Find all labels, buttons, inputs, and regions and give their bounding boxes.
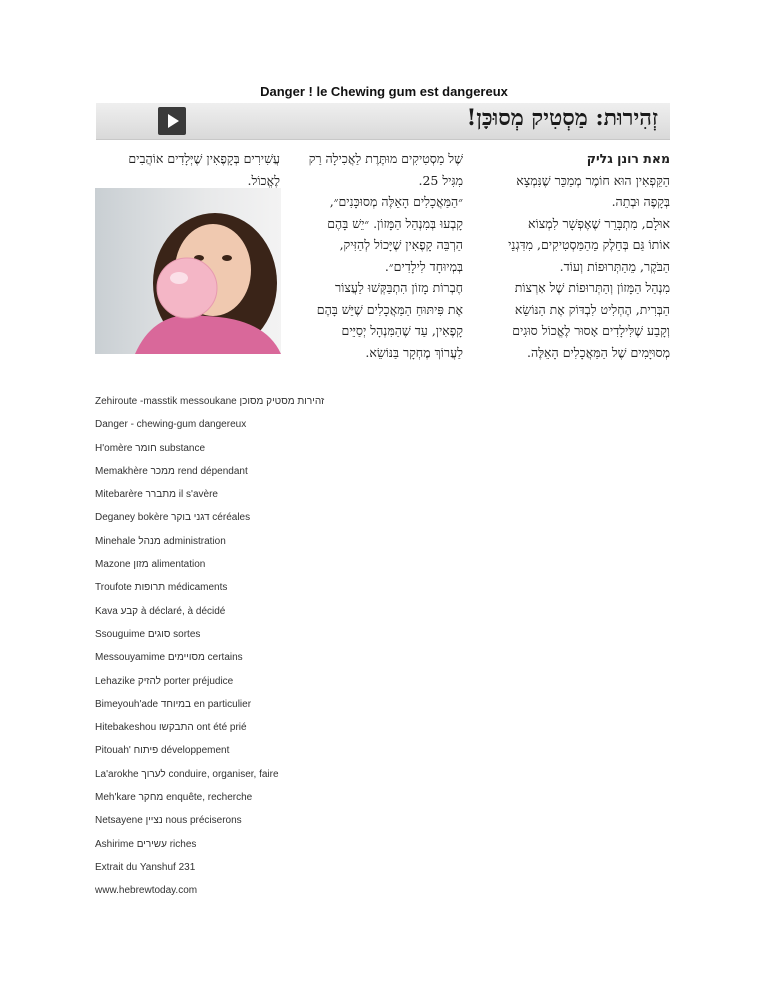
- bubble-highlight: [170, 272, 188, 284]
- glossary-item: Deganey bokère דגני בוקר céréales: [95, 512, 251, 524]
- article-banner: [96, 103, 670, 140]
- glossary-item: Kava קבע à déclaré, à décidé: [95, 605, 226, 617]
- article-column-middle: [293, 148, 463, 363]
- article-line: אוֹתוֹ גַּם בְּחֵלֶק מֵהַמַּסְטִיקִים, מִדִּגְנֵי: [508, 237, 670, 252]
- play-icon: [168, 114, 179, 128]
- glossary-item: Mitebarère מתברר il s'avère: [95, 489, 218, 501]
- article-line: הַרְבֵּה קָפֶאִין שֶׁיָּכוֹל לְהַזִּיק,: [339, 237, 463, 252]
- glossary-item: Meh'kare מחקר enquête, recherche: [95, 792, 253, 804]
- page-title: Danger ! le Chewing gum est dangereux: [260, 84, 508, 99]
- article-heading: זְהִירוּת: מַסְטִיק מְסוּכָּן!: [466, 105, 658, 131]
- article-column-left: [94, 148, 280, 191]
- article-line: ״הַמַּאֲכָלִים הָאֵלֶּה מְסוּכָּנִים״,: [329, 194, 463, 209]
- glossary-list: [95, 396, 655, 909]
- glossary-item: H'omère חומר substance: [95, 442, 206, 454]
- glossary-item: Danger - chewing-gum dangereux: [95, 419, 247, 431]
- glossary-item: Mazone מזון alimentation: [95, 559, 206, 571]
- article-line: אוּלָם, מִתְבָּרֵר שֶׁאֶפְשָׁר לִמְצוֹא: [528, 215, 670, 231]
- article-line: קָבְעוּ בְּמִנְהַל הַמָּזוֹן. ״יֵשׁ בָּהֶם: [327, 215, 463, 231]
- article-line: הַקֵּפְאִין הוּא חוֹמֶר מְמַכֵּר שֶׁנִּמְצָא: [516, 172, 670, 188]
- article-line: שֶׁל מַסְטִיקִים מוּתֶּרֶת לַאֲכִילָה רַק: [308, 151, 463, 166]
- source-url[interactable]: www.hebrewtoday.com: [95, 885, 198, 897]
- article-line: חֶבְרוֹת מָזוֹן הִתְבַּקְּשׁוּ לַעֲצוֹר: [335, 280, 463, 295]
- article-line: מִגִּיל 25.: [418, 172, 463, 188]
- article-line: הַבְּרִית, הֶחְלִיט לִבְדּוֹק אֶת הַנּוֹשֵׂא: [514, 301, 670, 317]
- glossary-item: Netsayene נציין nous préciserons: [95, 815, 242, 827]
- glossary-item: Zehiroute -masstik messoukane זהירות מסטיק מסוכן: [95, 396, 325, 407]
- article-line: לַעֲרוֹךְ מֶחְקָר בַּנּוֹשֵׂא.: [365, 344, 463, 360]
- article-line: בְּקָפֶה וּבְתֵה.: [611, 194, 670, 209]
- bubblegum-girl-illustration: [95, 188, 281, 354]
- glossary-item: Bimeyouh'ade במיוחד en particulier: [95, 698, 252, 710]
- article-line: וְקָבַע שֶׁלִּילָדִים אָסוּר לֶאֱכוֹל סוּגִים: [512, 323, 670, 338]
- article-line: מְסוּיָּמִים שֶׁל הַמַּאֲכָלִים הָאֵלֶּה.: [527, 344, 670, 360]
- source-credit: Extrait du Yanshuf 231: [95, 861, 196, 873]
- glossary-item: Lehazike להזיק porter préjudice: [95, 675, 234, 687]
- article-line: עֲשִׁירִים בְּקָפֶאִין שֶׁיְּלָדִים אוֹהֲבִים: [128, 151, 280, 166]
- article-line: קָפֶאִין, עַד שֶׁהַמִּנְהָל יְסַיֵּים: [341, 323, 463, 338]
- article-line: אֶת פִּיתּוּחַ הַמַּאֲכָלִים שֶׁיֵּשׁ בָּהֶם: [316, 301, 463, 317]
- article-line: מִנְהַל הַמָּזוֹן וְהַתְּרוּפוֹת שֶׁל אַרְצוֹת: [514, 280, 670, 295]
- glossary-item: Troufote תרופות médicaments: [95, 582, 228, 594]
- glossary-item: Minehale מנהל administration: [95, 535, 226, 547]
- glossary-item: Hitebakeshou התבקשו ont été prié: [95, 722, 247, 734]
- bubblegum-girl-photo: [95, 188, 281, 354]
- article-line: הַבֹּקֶר, מֵהַתְּרוּפוֹת וְעוֹד.: [559, 258, 670, 274]
- article-column-right: [482, 148, 670, 363]
- article-line: בְּמְיוּחָד לִילָדִים״.: [384, 258, 463, 274]
- glossary-item: Pitouah' פיתוח développement: [95, 745, 230, 757]
- author-byline: מאת רונן גליק: [586, 151, 670, 166]
- article-line: לֶאֱכוֹל.: [247, 172, 280, 188]
- glossary-item: Memakhère ממכר rend dépendant: [95, 465, 248, 477]
- play-button[interactable]: [158, 107, 186, 135]
- eye-right: [222, 255, 232, 261]
- glossary-item: Ashirime עשירים riches: [95, 838, 197, 850]
- gum-bubble: [157, 258, 217, 318]
- glossary-item: Ssouguime סוגים sortes: [95, 628, 201, 640]
- glossary-item: La'arokhe לערוך conduire, organiser, faire: [95, 768, 279, 780]
- glossary-item: Messouyamime מסויימים certains: [95, 652, 243, 664]
